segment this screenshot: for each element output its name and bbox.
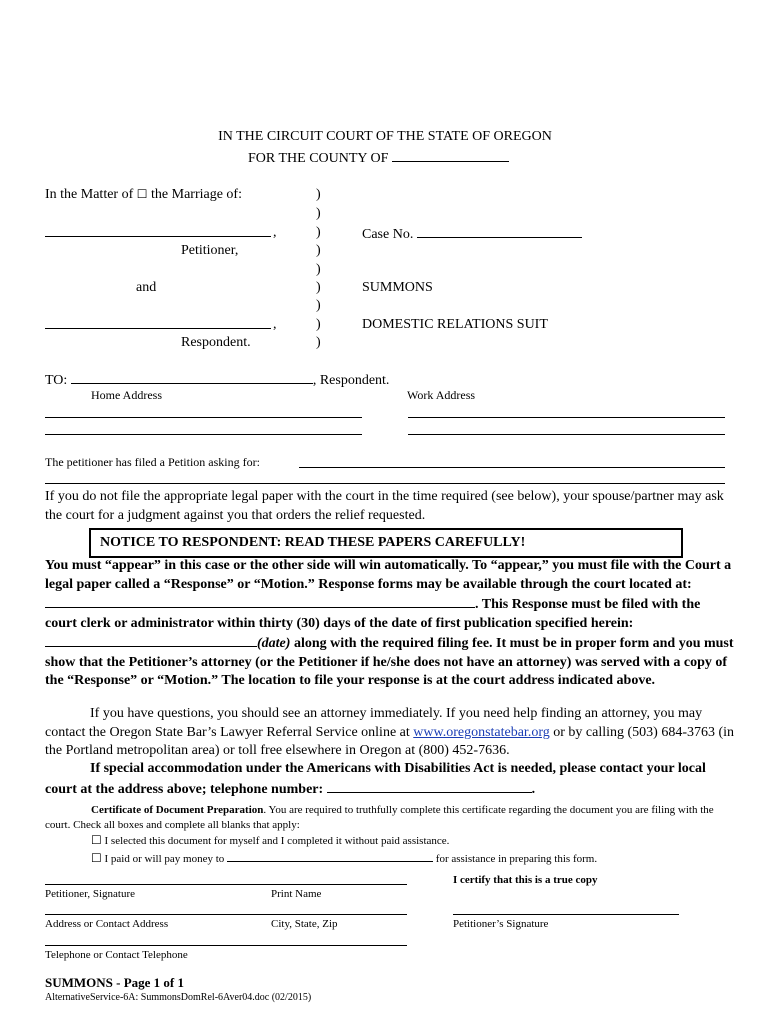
- paren-9: ): [316, 335, 321, 350]
- court-telephone-field[interactable]: [327, 779, 532, 793]
- telephone-field[interactable]: [45, 945, 407, 946]
- home-address-label: Home Address: [91, 388, 162, 402]
- form-id: AlternativeService-6A: SummonsDomRel-6Aver04.doc (02/2015): [45, 992, 312, 1003]
- oregon-state-bar-link[interactable]: www.oregonstatebar.org: [413, 724, 550, 740]
- case-no-line: Case No.: [362, 224, 582, 243]
- paren-3: ): [316, 225, 321, 240]
- court-title: IN THE CIRCUIT COURT OF THE STATE OF OREGON: [218, 129, 552, 144]
- county-field[interactable]: [392, 148, 509, 162]
- petitioners-signature-label: Petitioner’s Signature: [453, 918, 549, 930]
- address-field[interactable]: [45, 914, 407, 915]
- paren-5: ): [316, 262, 321, 277]
- paren-7: ): [316, 298, 321, 313]
- paren-4: ): [316, 243, 321, 258]
- attorney-paragraph: If you have questions, you should see an attorney immediately. If you need help finding an attorney, you may contact the Oregon State Bar’s Lawyer Referral Service online at www.oregonstatebar.org or by calling (503) 684-3763 (in the Portland metropolitan area) or toll free elsewhere in Oregon at (800) 452-7636.: [45, 706, 735, 758]
- petitioner-signature-field[interactable]: [45, 884, 407, 885]
- city-state-zip-label: City, State, Zip: [271, 918, 338, 930]
- print-name-label: Print Name: [271, 888, 322, 900]
- work-address-field-1[interactable]: [408, 417, 725, 418]
- and-label: and: [136, 280, 157, 295]
- to-respondent-field[interactable]: [71, 370, 313, 384]
- doc-title: SUMMONS: [362, 280, 433, 295]
- case-no-field[interactable]: [417, 224, 582, 238]
- petitioner-comma: ,: [273, 225, 277, 240]
- work-address-field-2[interactable]: [408, 434, 725, 435]
- paren-2: ): [316, 206, 321, 221]
- county-line: FOR THE COUNTY OF: [248, 148, 509, 167]
- home-address-field-1[interactable]: [45, 417, 362, 418]
- publication-date-field[interactable]: [45, 633, 257, 647]
- appear-paragraph: You must “appear” in this case or the other side will win automatically. To “appear,” you must file with the Court a legal paper called a “Response” or “Motion.” Response forms may be available through the court located at: . This Response must be filed with the court clerk or administrator within thirty (30) days of the date of first publication specified herein:(date) along with the required filing fee. It must be in proper form and you must show that the Petitioner’s attorney (or the Petitioner if he/she does not have an attorney) was served with a copy of the “Response” or “Motion.” The location to file your response is at the court address indicated above.: [45, 558, 734, 688]
- respondent-label: Respondent.: [181, 335, 251, 350]
- to-line: TO: , Respondent.: [45, 370, 389, 389]
- option-2-checkbox[interactable]: ☐: [91, 851, 102, 865]
- petitioners-signature-field[interactable]: [453, 914, 679, 915]
- paid-preparer-field[interactable]: [227, 850, 433, 862]
- respondent-name-field[interactable]: [45, 328, 271, 329]
- petitioner-name-field[interactable]: [45, 236, 271, 237]
- doc-subtitle: DOMESTIC RELATIONS SUIT: [362, 317, 548, 332]
- certificate-paragraph: Certificate of Document Preparation. You are required to truthfully complete this certificate regarding the document you are filing with the court. Check all boxes and complete all blanks that apply:: [45, 804, 714, 831]
- page-footer: SUMMONS - Page 1 of 1: [45, 975, 185, 990]
- address-label: Address or Contact Address: [45, 918, 169, 930]
- petitioner-signature-label: Petitioner, Signature: [45, 888, 135, 900]
- paren-6: ): [316, 280, 321, 295]
- certificate-option-1: ☐ I selected this document for myself and I completed it without paid assistance.: [91, 833, 450, 847]
- petitioner-label: Petitioner,: [181, 243, 239, 258]
- notice-box: [89, 528, 683, 558]
- respondent-comma: ,: [273, 317, 277, 332]
- petition-relief-field-2[interactable]: [45, 483, 725, 484]
- ada-paragraph: If special accommodation under the Americans with Disabilities Act is needed, please contact your local court at the address above; telephone number: .: [45, 761, 706, 797]
- certificate-option-2: ☐ I paid or will pay money to for assistance in preparing this form.: [91, 851, 598, 865]
- certify-text: I certify that this is a true copy: [453, 874, 598, 886]
- matter-line: In the Matter of ☐ the Marriage of:: [45, 187, 242, 202]
- notice-text: NOTICE TO RESPONDENT: READ THESE PAPERS CAREFULLY!: [100, 535, 526, 550]
- telephone-label: Telephone or Contact Telephone: [45, 949, 188, 961]
- option-1-checkbox[interactable]: ☐: [91, 833, 102, 847]
- petition-relief-field-1[interactable]: [299, 467, 725, 468]
- court-location-field[interactable]: [45, 594, 475, 608]
- paren-8: ): [316, 317, 321, 332]
- marriage-checkbox[interactable]: ☐: [136, 187, 148, 201]
- home-address-field-2[interactable]: [45, 434, 362, 435]
- paren-1: ): [316, 187, 321, 202]
- intro-paragraph: If you do not file the appropriate legal paper with the court in the time required (see below), your spouse/partner may ask the court for a judgment against you that orders the relief requested.: [45, 489, 724, 523]
- petition-label: The petitioner has filed a Petition asking for:: [45, 455, 260, 469]
- work-address-label: Work Address: [407, 388, 476, 402]
